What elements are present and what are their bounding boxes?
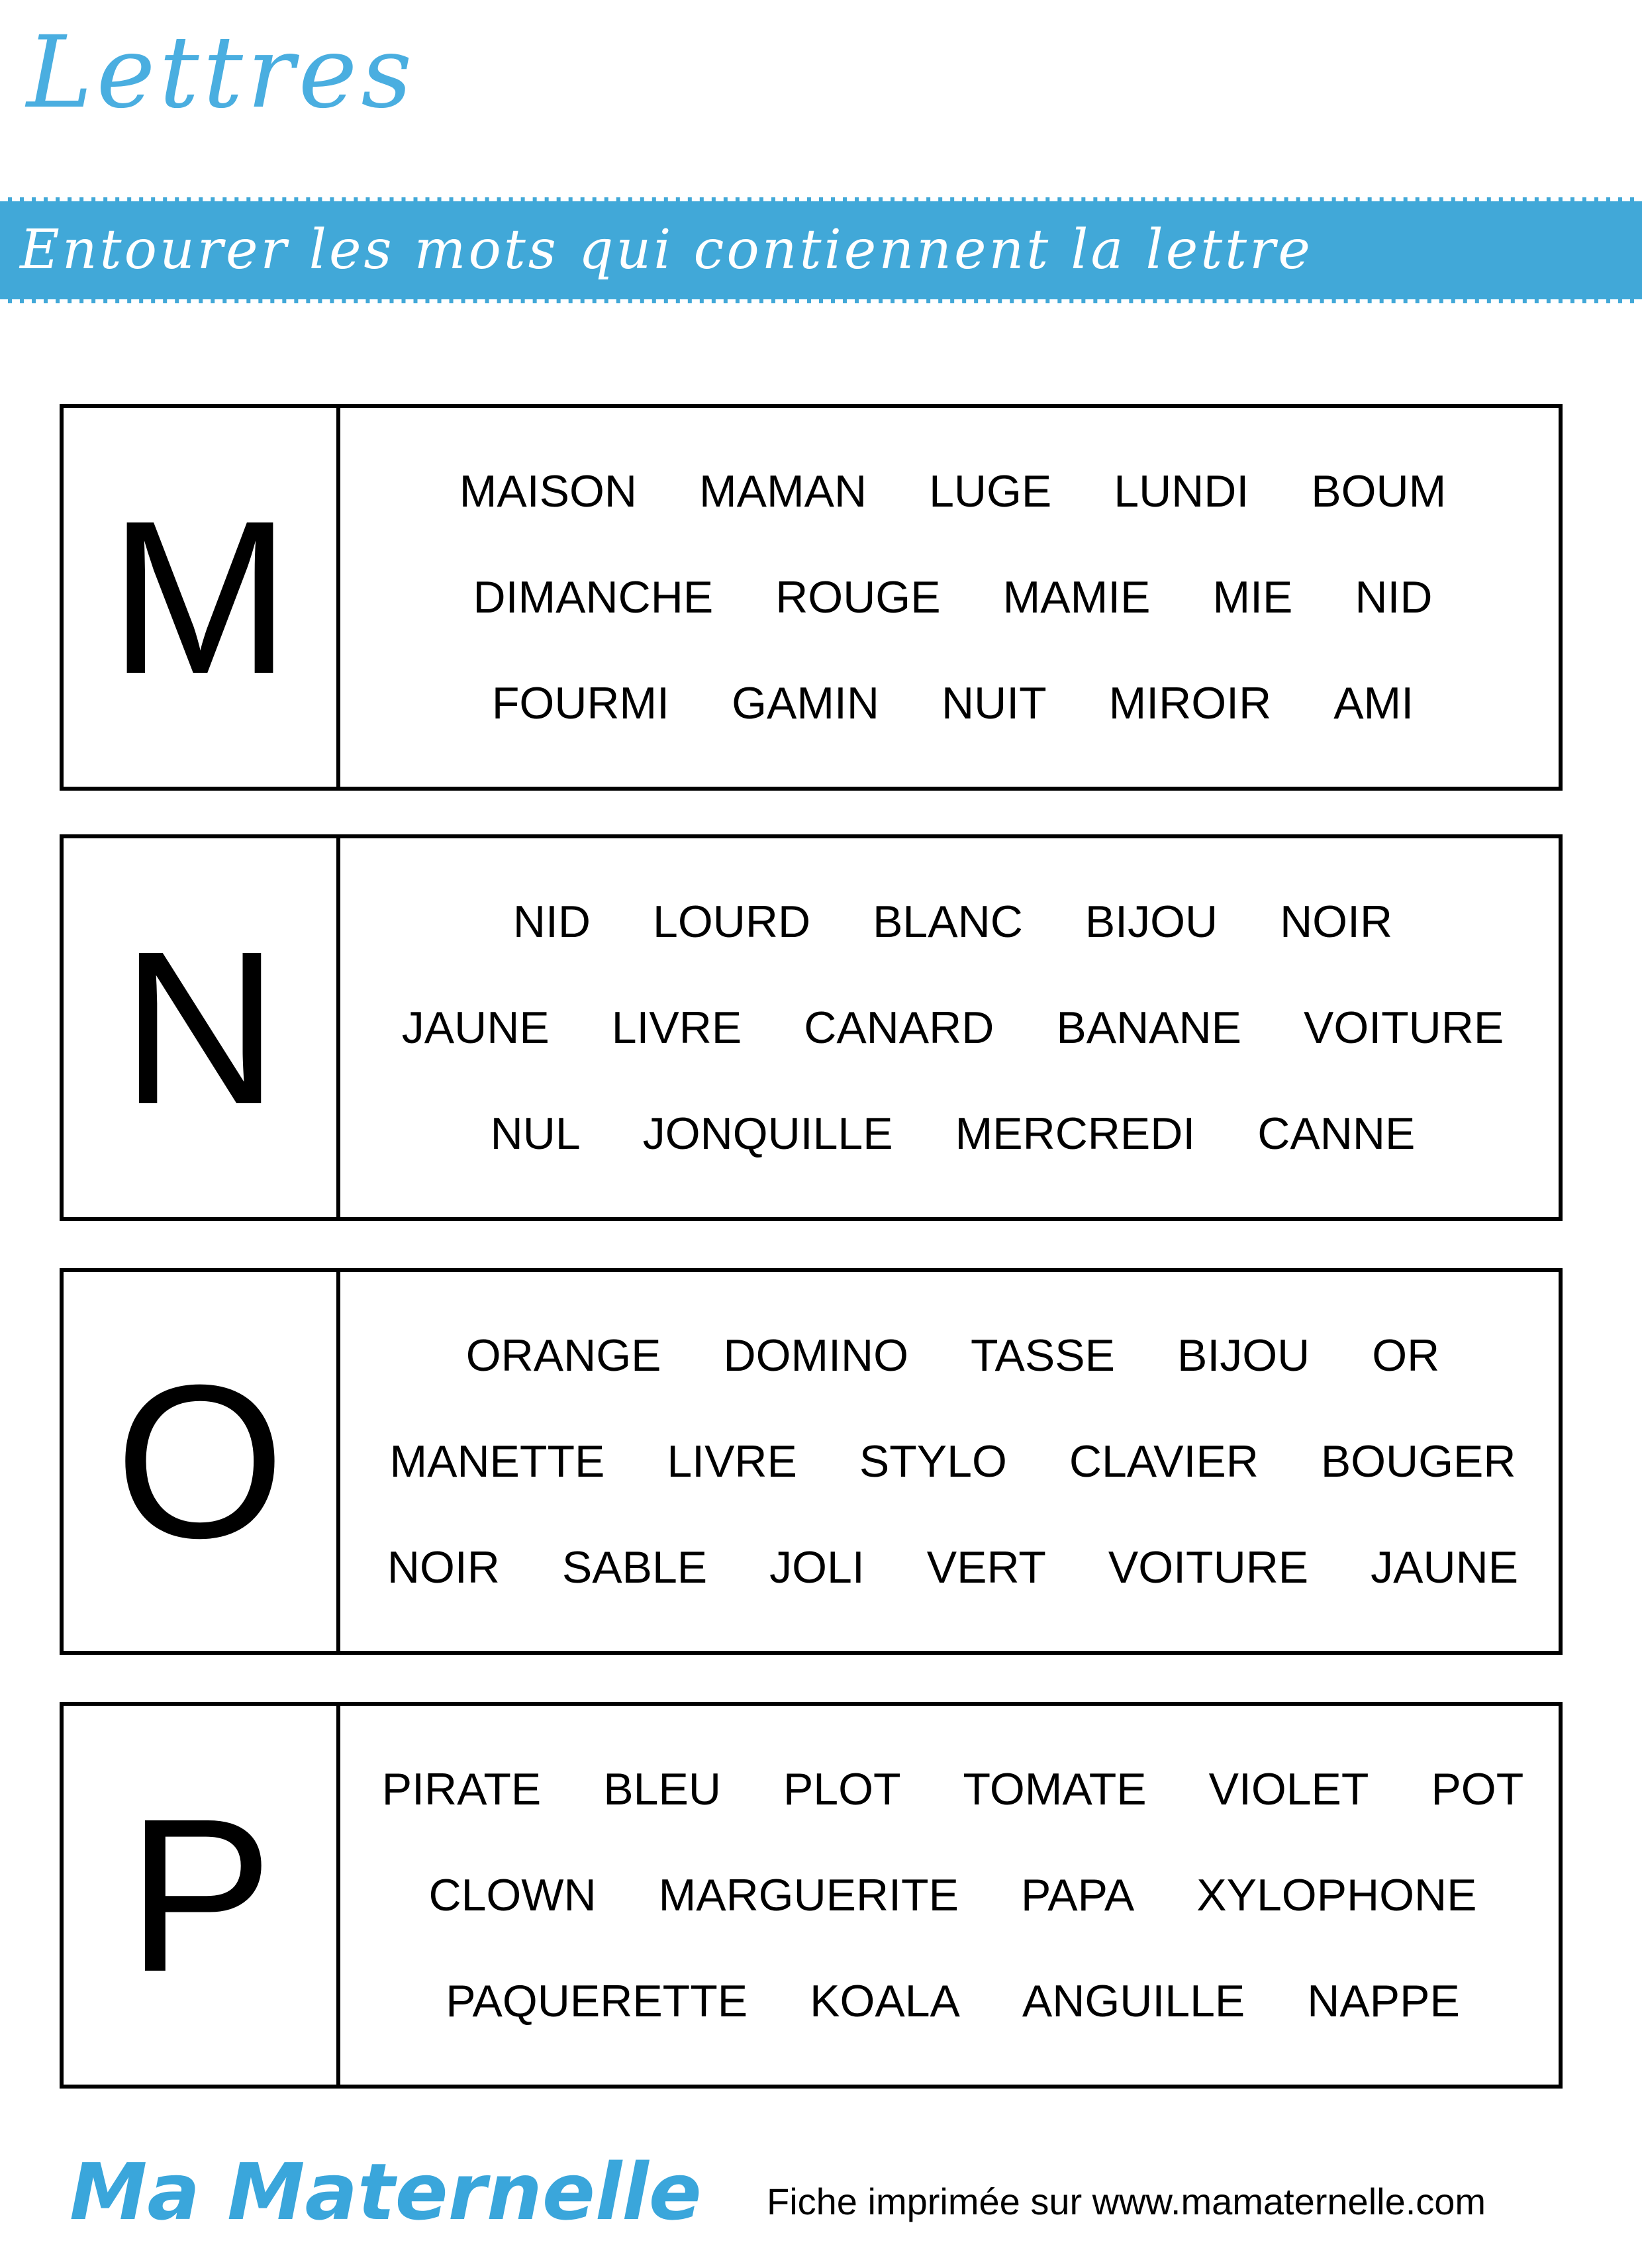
words-cell xyxy=(340,1272,1559,1651)
letter-o: O xyxy=(115,1339,285,1583)
word[interactable]: NID xyxy=(1355,572,1433,622)
word[interactable]: MAMAN xyxy=(699,466,867,517)
word[interactable]: NUL xyxy=(490,1109,581,1159)
word-line xyxy=(347,1001,1559,1055)
word[interactable]: PAPA xyxy=(1020,1870,1135,1920)
word[interactable]: GAMIN xyxy=(732,678,879,728)
word[interactable]: AMI xyxy=(1333,678,1414,728)
word[interactable]: LIVRE xyxy=(611,1003,742,1053)
word[interactable]: NUIT xyxy=(941,678,1047,728)
words-cell xyxy=(340,408,1559,787)
word[interactable]: BOUM xyxy=(1311,466,1447,517)
letter-p: P xyxy=(126,1773,273,2017)
word[interactable]: VOITURE xyxy=(1108,1542,1309,1593)
word[interactable]: MAISON xyxy=(459,466,637,517)
word[interactable]: ROUGE xyxy=(775,572,941,622)
word[interactable]: POT xyxy=(1431,1764,1524,1814)
word-line xyxy=(347,570,1559,624)
word[interactable]: BIJOU xyxy=(1085,897,1218,947)
word[interactable]: MAMIE xyxy=(1002,572,1151,622)
word[interactable]: ANGUILLE xyxy=(1022,1976,1245,2026)
word[interactable]: MIROIR xyxy=(1108,678,1272,728)
word[interactable]: BIJOU xyxy=(1177,1330,1310,1381)
word[interactable]: TOMATE xyxy=(963,1764,1147,1814)
word[interactable]: TASSE xyxy=(971,1330,1115,1381)
word-line xyxy=(347,1762,1559,1816)
word[interactable]: DOMINO xyxy=(723,1330,909,1381)
word[interactable]: ORANGE xyxy=(465,1330,661,1381)
word-line xyxy=(347,1868,1559,1922)
brand-logo: Ma Maternelle xyxy=(70,2146,702,2238)
word-line xyxy=(347,676,1559,730)
letter-cell xyxy=(64,1706,340,2085)
words-cell xyxy=(340,838,1559,1217)
word[interactable]: LOURD xyxy=(653,897,811,947)
word[interactable]: BANANE xyxy=(1056,1003,1241,1053)
word[interactable]: SABLE xyxy=(561,1542,708,1593)
word-line xyxy=(347,1540,1559,1595)
word[interactable]: MANETTE xyxy=(389,1436,605,1487)
word-line xyxy=(347,1974,1559,2028)
word[interactable]: MERCREDI xyxy=(955,1109,1196,1159)
letter-m: M xyxy=(109,475,291,719)
word[interactable]: CANNE xyxy=(1257,1109,1416,1159)
letter-cell xyxy=(64,838,340,1217)
word[interactable]: LUGE xyxy=(929,466,1052,517)
page-title: Lettres xyxy=(26,15,416,130)
word[interactable]: VERT xyxy=(926,1542,1046,1593)
word-line xyxy=(347,464,1559,518)
word[interactable]: BLEU xyxy=(603,1764,721,1814)
word[interactable]: OR xyxy=(1372,1330,1440,1381)
word[interactable]: MARGUERITE xyxy=(658,1870,959,1920)
word[interactable]: STYLO xyxy=(859,1436,1007,1487)
word[interactable]: BLANC xyxy=(873,897,1023,947)
word[interactable]: KOALA xyxy=(810,1976,960,2026)
word[interactable]: NOIR xyxy=(387,1542,500,1593)
word[interactable]: MIE xyxy=(1212,572,1293,622)
instruction-text: Entourer les mots qui contiennent la lettre xyxy=(20,219,1313,281)
word[interactable]: NAPPE xyxy=(1307,1976,1460,2026)
word[interactable]: JONQUILLE xyxy=(642,1109,893,1159)
word[interactable]: JAUNE xyxy=(1371,1542,1519,1593)
footer-note: Fiche imprimée sur www.mamaternelle.com xyxy=(767,2181,1486,2222)
word[interactable]: CLAVIER xyxy=(1069,1436,1259,1487)
word[interactable]: CANARD xyxy=(804,1003,994,1053)
word[interactable]: FOURMI xyxy=(491,678,670,728)
letter-row-m xyxy=(60,404,1563,791)
word[interactable]: PIRATE xyxy=(381,1764,542,1814)
word[interactable]: LUNDI xyxy=(1114,466,1249,517)
word[interactable]: LIVRE xyxy=(667,1436,797,1487)
word[interactable]: BOUGER xyxy=(1320,1436,1516,1487)
word[interactable]: JOLI xyxy=(769,1542,865,1593)
word[interactable]: NOIR xyxy=(1280,897,1393,947)
word[interactable]: PLOT xyxy=(783,1764,901,1814)
word-line xyxy=(347,1328,1559,1383)
word[interactable]: CLOWN xyxy=(428,1870,597,1920)
word[interactable]: PAQUERETTE xyxy=(446,1976,748,2026)
letter-row-o xyxy=(60,1268,1563,1655)
word-line xyxy=(347,1107,1559,1161)
letter-cell xyxy=(64,408,340,787)
word-line xyxy=(347,895,1559,949)
word[interactable]: XYLOPHONE xyxy=(1196,1870,1477,1920)
instruction-banner xyxy=(0,197,1642,303)
word[interactable]: VIOLET xyxy=(1208,1764,1369,1814)
letter-cell xyxy=(64,1272,340,1651)
letter-row-p xyxy=(60,1702,1563,2089)
word[interactable]: NID xyxy=(512,897,591,947)
words-cell xyxy=(340,1706,1559,2085)
word[interactable]: JAUNE xyxy=(401,1003,550,1053)
letter-n: N xyxy=(121,905,279,1150)
word[interactable]: DIMANCHE xyxy=(473,572,714,622)
word-line xyxy=(347,1434,1559,1489)
word[interactable]: VOITURE xyxy=(1304,1003,1504,1053)
letter-row-n xyxy=(60,834,1563,1221)
